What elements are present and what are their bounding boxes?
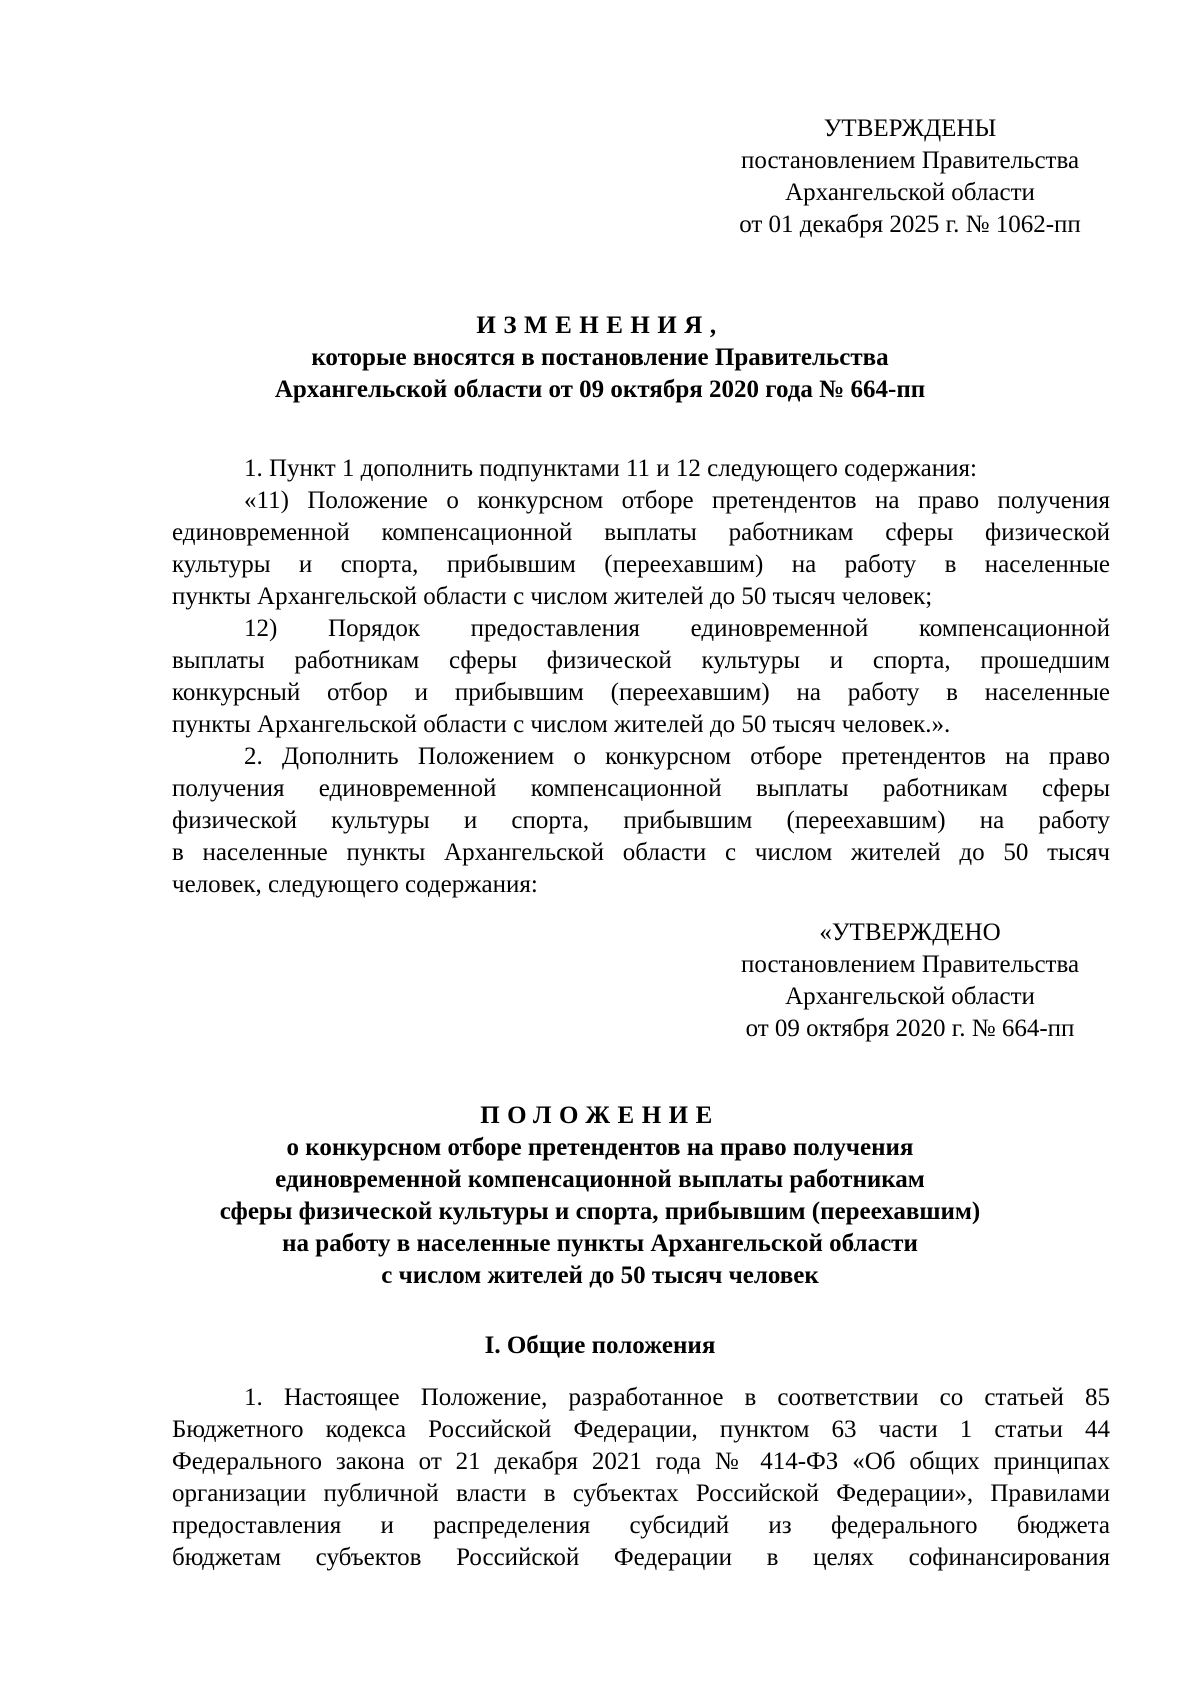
changes-body-line: 2. Дополнить Положением о конкурсном отборе претендентов на право [244,743,1110,770]
regulation-title-line-3: единовременной компенсационной выплаты работникам [275,1166,925,1193]
approval-stamp-2-line-3: Архангельской области [785,983,1035,1010]
changes-body-line: физической культуры и спорта, прибывшим (переехавшим) на работу [172,807,1110,834]
regulation-title-line-2: о конкурсном отборе претендентов на право получения [286,1134,914,1161]
approval-stamp-1-line-4: от 01 декабря 2025 г. № 1062-пп [739,211,1081,238]
changes-body-line: пункты Архангельской области с числом жителей до 50 тысяч человек.». [172,711,951,738]
approval-stamp-1-line-3: Архангельской области [785,179,1035,206]
regulation-title-heading: ПОЛОЖЕНИЕ [480,1102,720,1129]
regulation-title-line-6: с числом жителей до 50 тысяч человек [381,1262,819,1289]
approval-stamp-1 [700,113,1120,241]
section-1-body-line: Федерального закона от 21 декабря 2021 года № 414-ФЗ «Об общих принципах [172,1448,1110,1475]
changes-title [160,310,1040,406]
changes-body [172,453,1110,901]
changes-title-heading: ИЗМЕНЕНИЯ, [476,312,724,339]
changes-body-line: в населенные пункты Архангельской области с числом жителей до 50 тысяч [172,839,1110,866]
section-1-body [172,1382,1110,1574]
changes-body-line: «11) Положение о конкурсном отборе претендентов на право получения [244,487,1110,514]
changes-title-line-3: Архангельской области от 09 октября 2020 года № 664-пп [274,376,926,403]
regulation-title-line-5: на работу в населенные пункты Архангельской области [282,1230,918,1257]
approval-stamp-1-line-2: постановлением Правительства [740,147,1080,174]
changes-body-line: культуры и спорта, прибывшим (переехавшим) на работу в населенные [172,551,1110,578]
changes-body-line: выплаты работникам сферы физической культуры и спорта, прошедшим [172,647,1110,674]
changes-body-line: человек, следующего содержания: [172,871,538,898]
section-1-heading: I. Общие положения [484,1332,716,1359]
changes-body-line: получения единовременной компенсационной выплаты работникам сферы [172,775,1110,802]
section-1-body-line: бюджетам субъектов Российской Федерации в целях софинансирования [172,1544,1110,1571]
approval-stamp-2-line-1: «УТВЕРЖДЕНО [819,919,1001,946]
section-1-body-line: предоставления и распределения субсидий из федерального бюджета [172,1512,1110,1539]
section-1-body-line: организации публичной власти в субъектах Российской Федерации», Правилами [172,1480,1110,1507]
approval-stamp-1-line-1: УТВЕРЖДЕНЫ [823,115,997,142]
approval-stamp-2 [700,917,1120,1045]
changes-body-line: 12) Порядок предоставления единовременной компенсационной [244,615,1110,642]
regulation-title [160,1100,1040,1292]
approval-stamp-2-line-2: постановлением Правительства [740,951,1080,978]
section-1-body-line: 1. Настоящее Положение, разработанное в соответствии со статьей 85 [244,1384,1110,1411]
changes-body-line: конкурсный отбор и прибывшим (переехавшим) на работу в населенные [172,679,1110,706]
changes-body-line: 1. Пункт 1 дополнить подпунктами 11 и 12 следующего содержания: [244,455,977,482]
approval-stamp-2-line-4: от 09 октября 2020 г. № 664-пп [745,1015,1075,1042]
regulation-title-line-4: сферы физической культуры и спорта, прибывшим (переехавшим) [219,1198,981,1225]
changes-title-line-2: которые вносятся в постановление Правительства [311,344,889,371]
changes-body-line: единовременной компенсационной выплаты работникам сферы физической [172,519,1110,546]
section-1-body-line: Бюджетного кодекса Российской Федерации, пунктом 63 части 1 статьи 44 [172,1416,1110,1443]
changes-body-line: пункты Архангельской области с числом жителей до 50 тысяч человек; [172,583,933,610]
